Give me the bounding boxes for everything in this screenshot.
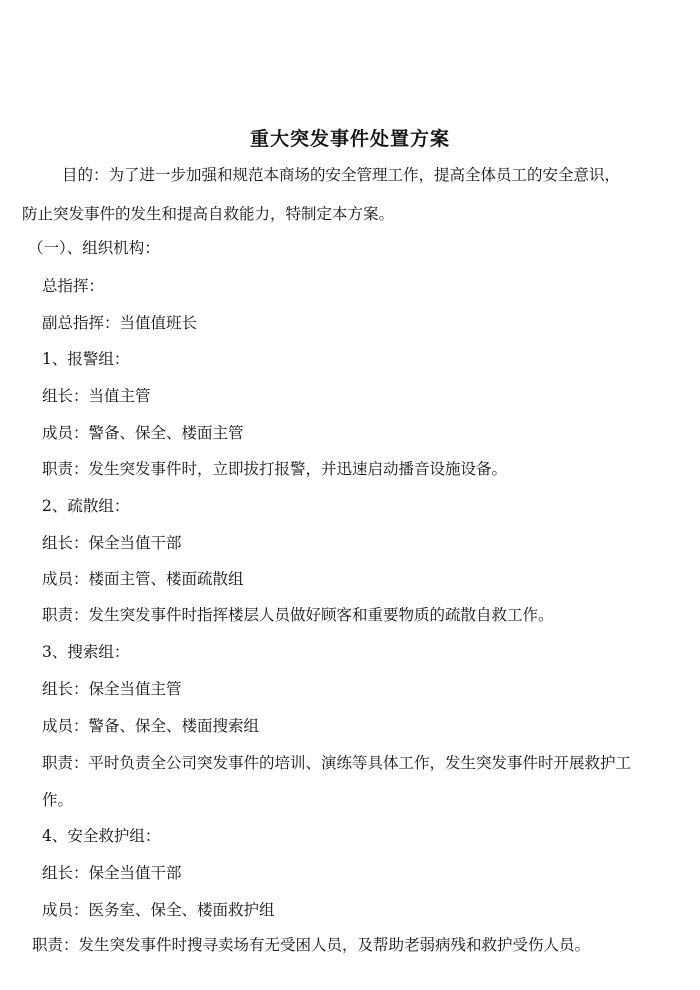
group-members: 成员：警备、保全、楼面搜索组 (42, 717, 260, 735)
group-leader: 组长：保全当值主管 (42, 680, 182, 698)
section-heading: （一）、组织机构： (28, 239, 160, 257)
group-heading: 4、安全救护组： (42, 827, 161, 845)
commander-line: 总指挥： (42, 277, 105, 295)
group-duty: 职责：平时负责全公司突发事件的培训、演练等具体工作，发生突发事件时开展救护工 (42, 754, 632, 772)
group-duty: 职责：发生突发事件时，立即拔打报警，并迅速启动播音设施设备。 (42, 460, 508, 478)
document-title: 重大突发事件处置方案 (249, 128, 450, 150)
group-members: 成员：楼面主管、楼面疏散组 (42, 570, 244, 588)
group-duty: 职责：发生突发事件时指挥楼层人员做好顾客和重要物质的疏散自救工作。 (42, 606, 554, 624)
purpose-line-2: 防止突发事件的发生和提高自救能力，特制定本方案。 (22, 205, 395, 223)
group-duty-continued: 作。 (42, 791, 74, 809)
group-heading: 1、报警组： (42, 350, 130, 368)
group-leader: 组长：保全当值干部 (42, 864, 182, 882)
group-members: 成员：医务室、保全、楼面救护组 (42, 901, 275, 919)
deputy-commander-line: 副总指挥：当值值班长 (42, 314, 198, 332)
group-members: 成员：警备、保全、楼面主管 (42, 424, 244, 442)
group-leader: 组长：当值主管 (42, 387, 151, 405)
group-heading: 2、疏散组： (42, 497, 130, 515)
purpose-line-1: 目的：为了进一步加强和规范本商场的安全管理工作，提高全体员工的安全意识， (62, 166, 621, 184)
group-leader: 组长：保全当值干部 (42, 534, 182, 552)
group-heading: 3、搜索组： (42, 643, 130, 661)
group-duty: 职责：发生突发事件时搜寻卖场有无受困人员，及帮助老弱病残和救护受伤人员。 (32, 936, 591, 954)
